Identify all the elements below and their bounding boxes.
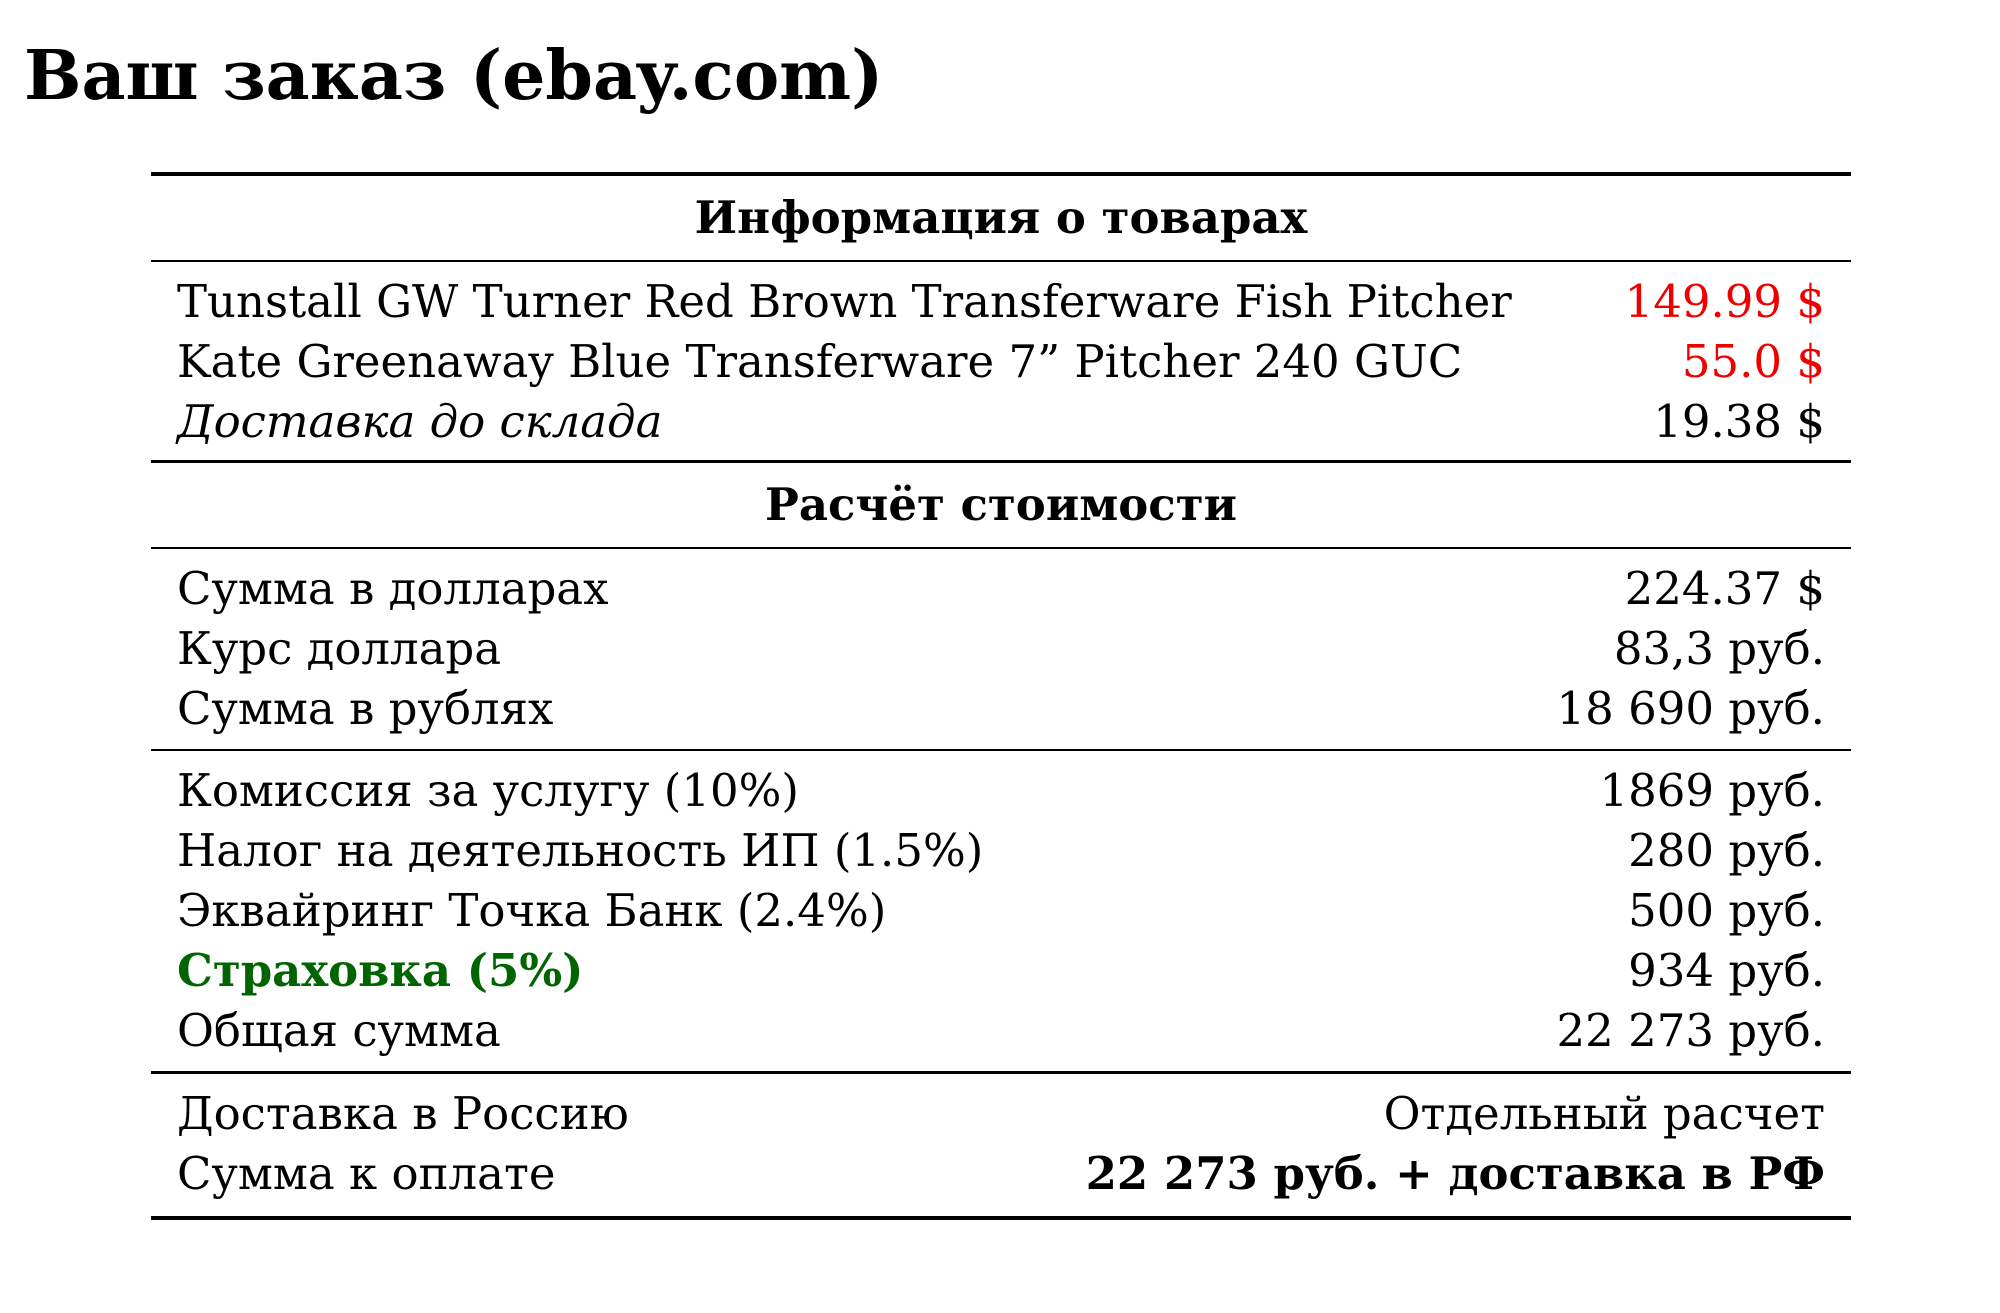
summary-list	[151, 1074, 1851, 1216]
sum-rub-label: Сумма в рублях	[177, 682, 554, 735]
product-row	[177, 332, 1825, 392]
russia-delivery-label: Доставка в Россию	[177, 1087, 629, 1140]
warehouse-shipping-label: Доставка до склада	[177, 395, 663, 448]
product-row	[177, 272, 1825, 332]
conversion-list	[151, 549, 1851, 749]
sum-usd-row	[177, 559, 1825, 619]
acquiring-label: Эквайринг Точка Банк (2.4%)	[177, 884, 887, 937]
products-list	[151, 262, 1851, 460]
insurance-row	[177, 941, 1825, 1001]
exchange-rate-value: 83,3 руб.	[1613, 622, 1825, 675]
insurance-value: 934 руб.	[1628, 944, 1825, 997]
payable-row	[177, 1144, 1825, 1204]
sum-rub-row	[177, 679, 1825, 739]
exchange-rate-label: Курс доллара	[177, 622, 502, 675]
total-label: Общая сумма	[177, 1004, 501, 1057]
total-value: 22 273 руб.	[1556, 1004, 1825, 1057]
products-section-header: Информация о товарах	[694, 191, 1308, 244]
payable-value: 22 273 руб. + доставка в РФ	[1085, 1147, 1825, 1200]
service-fee-value: 1869 руб.	[1599, 764, 1825, 817]
russia-delivery-row	[177, 1084, 1825, 1144]
service-fee-label: Комиссия за услугу (10%)	[177, 764, 799, 817]
sum-rub-value: 18 690 руб.	[1556, 682, 1825, 735]
page-title: Ваш заказ (ebay.com)	[24, 36, 884, 116]
product-price: 55.0 $	[1681, 335, 1825, 388]
service-fee-row	[177, 761, 1825, 821]
insurance-label: Страховка (5%)	[177, 944, 584, 997]
product-name: Tunstall GW Turner Red Brown Transferware Fish Pitcher	[177, 275, 1512, 328]
order-table	[151, 172, 1851, 1220]
sum-usd-label: Сумма в долларах	[177, 562, 609, 615]
tax-row	[177, 821, 1825, 881]
product-name: Kate Greenaway Blue Transferware 7” Pitcher 240 GUC	[177, 335, 1463, 388]
warehouse-shipping-row	[177, 392, 1825, 452]
total-row	[177, 1001, 1825, 1061]
russia-delivery-value: Отдельный расчет	[1383, 1087, 1825, 1140]
tax-value: 280 руб.	[1628, 824, 1825, 877]
acquiring-value: 500 руб.	[1628, 884, 1825, 937]
acquiring-row	[177, 881, 1825, 941]
sum-usd-value: 224.37 $	[1624, 562, 1825, 615]
tax-label: Налог на деятельность ИП (1.5%)	[177, 824, 984, 877]
product-price: 149.99 $	[1624, 275, 1825, 328]
calculation-section-header: Расчёт стоимости	[765, 478, 1237, 531]
warehouse-shipping-value: 19.38 $	[1653, 395, 1825, 448]
payable-label: Сумма к оплате	[177, 1147, 556, 1200]
fees-list	[151, 751, 1851, 1071]
exchange-rate-row	[177, 619, 1825, 679]
